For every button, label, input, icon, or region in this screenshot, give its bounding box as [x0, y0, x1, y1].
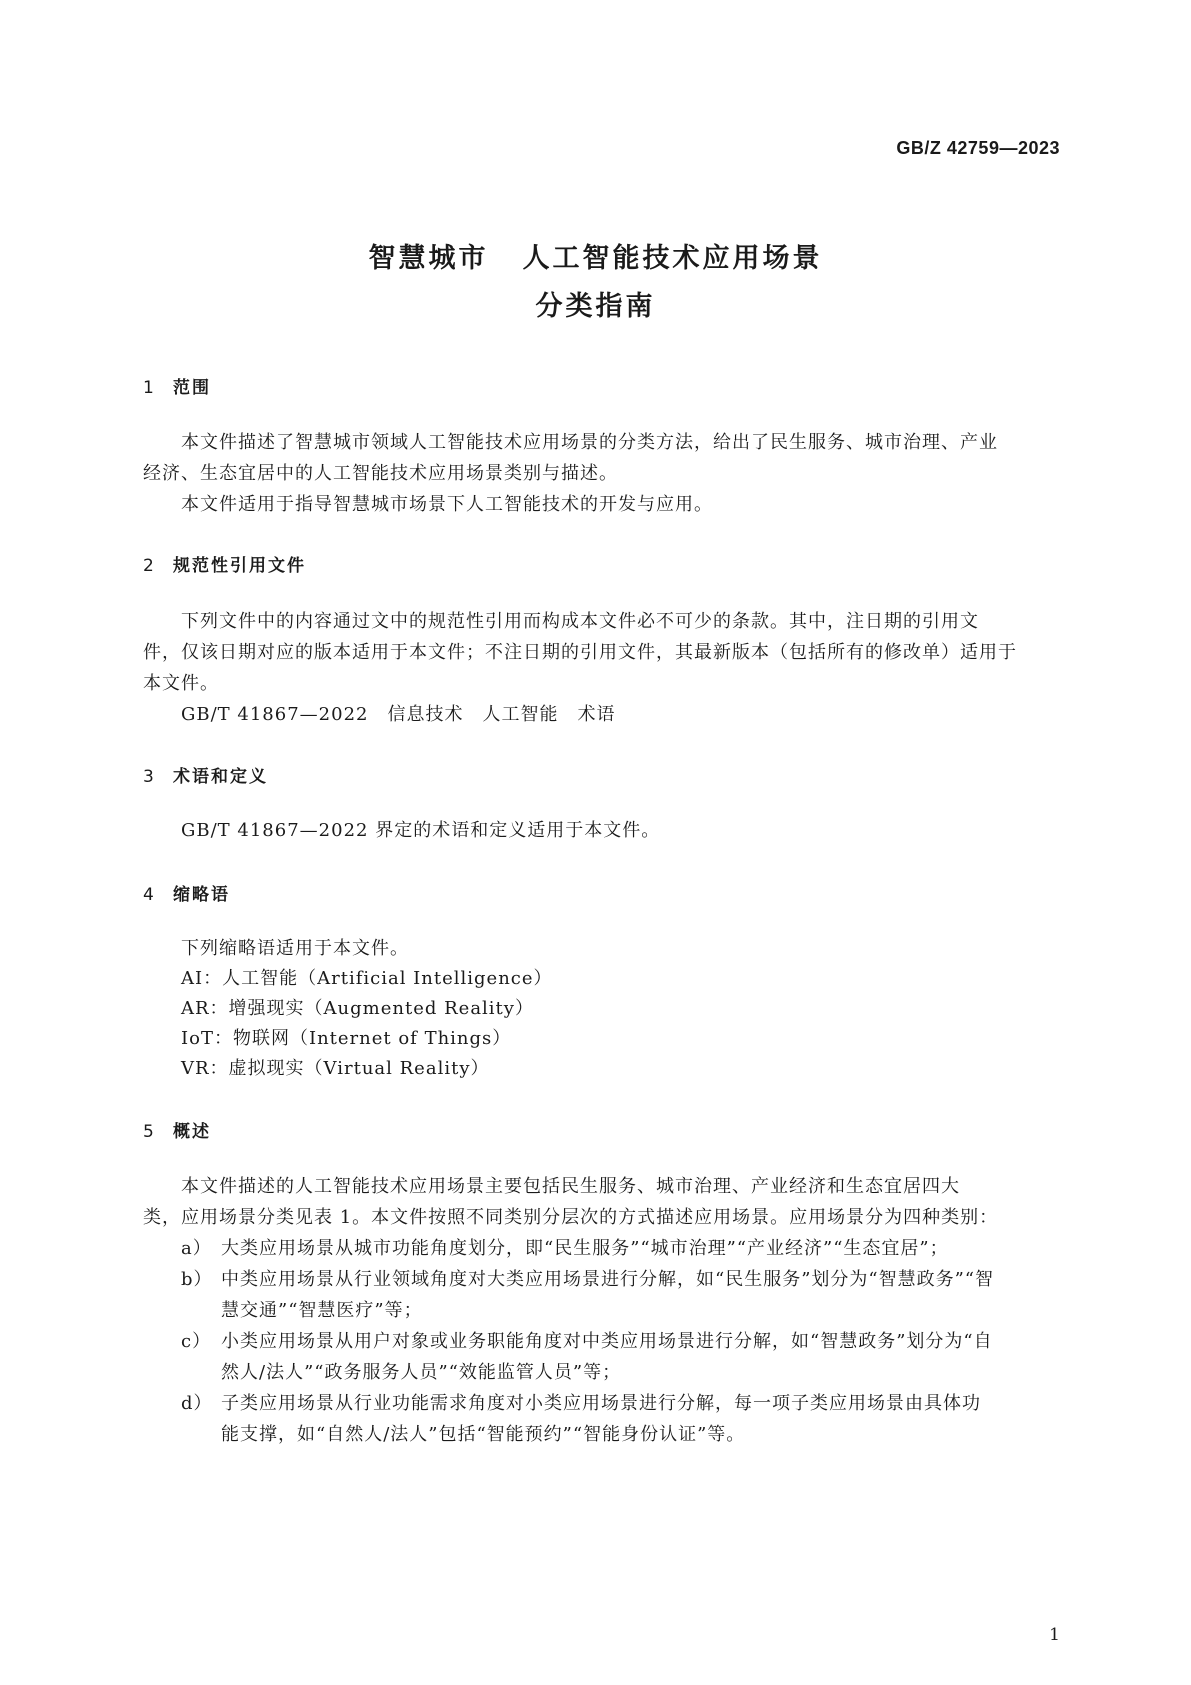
- list-marker: c）: [181, 1331, 212, 1352]
- paragraph-line: 经济、生态宜居中的人工智能技术应用场景类别与描述。: [143, 463, 618, 484]
- document-title-line1: [0, 236, 1191, 275]
- section-number: 1: [143, 378, 156, 398]
- list-text-line: 慧交通”“智慧医疗”等；: [221, 1300, 423, 1321]
- normative-reference: GB/T 41867—2022 信息技术 人工智能 术语: [181, 704, 616, 725]
- paragraph-line: 本文件描述了智慧城市领域人工智能技术应用场景的分类方法，给出了民生服务、城市治理、产业: [181, 432, 998, 453]
- paragraph-line: 本文件描述的人工智能技术应用场景主要包括民生服务、城市治理、产业经济和生态宜居四大: [181, 1176, 960, 1197]
- section-title: 规范性引用文件: [173, 556, 306, 576]
- abbreviation-item: AI：人工智能（Artificial Intelligence）: [181, 968, 553, 989]
- section-heading-1: [143, 373, 211, 398]
- abbreviation-item: IoT：物联网（Internet of Things）: [181, 1028, 512, 1049]
- section-title: 范围: [173, 378, 211, 398]
- paragraph: 本文件适用于指导智慧城市场景下人工智能技术的开发与应用。: [181, 494, 713, 515]
- paragraph-line: 类，应用场景分类见表 1。本文件按照不同类别分层次的方式描述应用场景。应用场景分为四种类别：: [143, 1207, 999, 1228]
- paragraph: GB/T 41867—2022 界定的术语和定义适用于本文件。: [181, 820, 661, 841]
- abbreviation-item: VR：虚拟现实（Virtual Reality）: [181, 1058, 490, 1079]
- section-number: 2: [143, 556, 156, 576]
- paragraph-line: 件，仅该日期对应的版本适用于本文件；不注日期的引用文件，其最新版本（包括所有的修改单）适用于: [143, 642, 1017, 663]
- section-number: 4: [143, 885, 156, 905]
- section-heading-5: [143, 1117, 211, 1142]
- list-text-line: 小类应用场景从用户对象或业务职能角度对中类应用场景进行分解，如“智慧政务”划分为“自: [221, 1331, 993, 1352]
- list-marker: b）: [181, 1269, 213, 1290]
- document-title-line2: 分类指南: [535, 291, 656, 322]
- list-text-line: 大类应用场景从城市功能角度划分，即“民生服务”“城市治理”“产业经济”“生态宜居”；: [221, 1238, 949, 1259]
- paragraph-line: 下列文件中的内容通过文中的规范性引用而构成本文件必不可少的条款。其中，注日期的引用文: [181, 611, 979, 632]
- section-title: 术语和定义: [173, 767, 268, 787]
- section-title: 概述: [173, 1122, 211, 1142]
- title-part-b: 人工智能技术应用场景: [522, 243, 823, 274]
- section-heading-2: [143, 551, 306, 576]
- paragraph-line: 本文件。: [143, 673, 219, 694]
- section-heading-3: [143, 762, 268, 787]
- section-heading-4: [143, 880, 230, 905]
- list-text-line: 能支撑，如“自然人/法人”包括“智能预约”“智能身份认证”等。: [221, 1424, 746, 1445]
- list-marker: d）: [181, 1393, 213, 1414]
- list-item: [181, 1388, 1059, 1450]
- title-part-a: 智慧城市: [368, 243, 489, 274]
- list-item: [181, 1264, 1059, 1326]
- list-item: [181, 1233, 1059, 1264]
- list-item: [181, 1326, 1059, 1388]
- list-text-line: 然人/法人”“政务服务人员”“效能监管人员”等；: [221, 1362, 622, 1383]
- list-text-line: 子类应用场景从行业功能需求角度对小类应用场景进行分解，每一项子类应用场景由具体功: [221, 1393, 981, 1414]
- paragraph: 下列缩略语适用于本文件。: [181, 938, 409, 959]
- section-number: 5: [143, 1122, 156, 1142]
- list-text-line: 中类应用场景从行业领域角度对大类应用场景进行分解，如“民生服务”划分为“智慧政务”“智: [221, 1269, 995, 1290]
- section-title: 缩略语: [173, 885, 230, 905]
- abbreviation-item: AR：增强现实（Augmented Reality）: [181, 998, 534, 1019]
- standard-code: GB/Z 42759—2023: [896, 138, 1060, 158]
- list-marker: a）: [181, 1238, 212, 1259]
- section-number: 3: [143, 767, 156, 787]
- page-number: 1: [1049, 1625, 1060, 1645]
